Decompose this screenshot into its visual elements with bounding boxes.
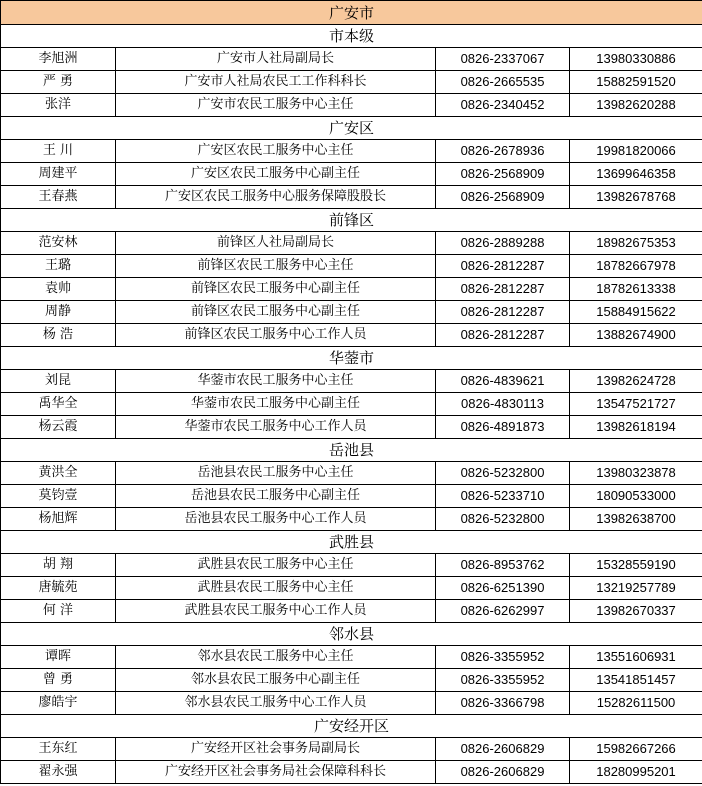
table-row bbox=[1, 370, 702, 393]
table-row bbox=[1, 554, 702, 577]
table-row bbox=[1, 278, 702, 301]
section-name: 岳池县 bbox=[1, 439, 702, 462]
office-phone: 0826-5233710 bbox=[436, 485, 570, 508]
table-row bbox=[1, 232, 702, 255]
office-phone: 0826-4830113 bbox=[436, 393, 570, 416]
section-header-row bbox=[1, 531, 702, 554]
section-header-row bbox=[1, 117, 702, 140]
mobile-phone: 18782613338 bbox=[570, 278, 702, 301]
contact-directory-body bbox=[1, 1, 702, 784]
section-name: 前锋区 bbox=[1, 209, 702, 232]
directory-title: 广安市 bbox=[1, 1, 702, 25]
contact-position: 广安市人社局副局长 bbox=[116, 48, 436, 71]
contact-name: 唐毓苑 bbox=[1, 577, 116, 600]
mobile-phone: 13980323878 bbox=[570, 462, 702, 485]
section-name: 市本级 bbox=[1, 25, 702, 48]
office-phone: 0826-6251390 bbox=[436, 577, 570, 600]
contact-name: 廖皓宇 bbox=[1, 692, 116, 715]
contact-position: 岳池县农民工服务中心工作人员 bbox=[116, 508, 436, 531]
section-header-row bbox=[1, 209, 702, 232]
mobile-phone: 15282611500 bbox=[570, 692, 702, 715]
office-phone: 0826-3355952 bbox=[436, 669, 570, 692]
table-row bbox=[1, 71, 702, 94]
section-name: 邻水县 bbox=[1, 623, 702, 646]
contact-name: 杨旭辉 bbox=[1, 508, 116, 531]
office-phone: 0826-2606829 bbox=[436, 738, 570, 761]
contact-position: 前锋区农民工服务中心副主任 bbox=[116, 301, 436, 324]
contact-name: 杨 浩 bbox=[1, 324, 116, 347]
contact-position: 广安区农民工服务中心副主任 bbox=[116, 163, 436, 186]
table-row bbox=[1, 393, 702, 416]
contact-name: 范安林 bbox=[1, 232, 116, 255]
contact-position: 广安市农民工服务中心主任 bbox=[116, 94, 436, 117]
office-phone: 0826-2665535 bbox=[436, 71, 570, 94]
section-header-row bbox=[1, 439, 702, 462]
office-phone: 0826-2337067 bbox=[436, 48, 570, 71]
mobile-phone: 18090533000 bbox=[570, 485, 702, 508]
mobile-phone: 13699646358 bbox=[570, 163, 702, 186]
table-row bbox=[1, 600, 702, 623]
office-phone: 0826-2568909 bbox=[436, 186, 570, 209]
table-row bbox=[1, 485, 702, 508]
office-phone: 0826-3366798 bbox=[436, 692, 570, 715]
mobile-phone: 13982620288 bbox=[570, 94, 702, 117]
contact-position: 邻水县农民工服务中心副主任 bbox=[116, 669, 436, 692]
mobile-phone: 13982618194 bbox=[570, 416, 702, 439]
contact-name: 杨云霞 bbox=[1, 416, 116, 439]
table-row bbox=[1, 48, 702, 71]
contact-position: 岳池县农民工服务中心主任 bbox=[116, 462, 436, 485]
section-name: 武胜县 bbox=[1, 531, 702, 554]
table-row bbox=[1, 761, 702, 784]
mobile-phone: 13541851457 bbox=[570, 669, 702, 692]
contact-position: 武胜县农民工服务中心主任 bbox=[116, 554, 436, 577]
mobile-phone: 15328559190 bbox=[570, 554, 702, 577]
contact-name: 曾 勇 bbox=[1, 669, 116, 692]
section-header-row bbox=[1, 25, 702, 48]
contact-name: 禹华全 bbox=[1, 393, 116, 416]
contact-name: 王春燕 bbox=[1, 186, 116, 209]
office-phone: 0826-2889288 bbox=[436, 232, 570, 255]
table-row bbox=[1, 301, 702, 324]
table-row bbox=[1, 577, 702, 600]
contact-position: 广安市人社局农民工工作科科长 bbox=[116, 71, 436, 94]
section-header-row bbox=[1, 623, 702, 646]
contact-name: 袁帅 bbox=[1, 278, 116, 301]
mobile-phone: 13980330886 bbox=[570, 48, 702, 71]
contact-position: 广安区农民工服务中心服务保障股股长 bbox=[116, 186, 436, 209]
mobile-phone: 15884915622 bbox=[570, 301, 702, 324]
mobile-phone: 13547521727 bbox=[570, 393, 702, 416]
contact-position: 岳池县农民工服务中心副主任 bbox=[116, 485, 436, 508]
office-phone: 0826-8953762 bbox=[436, 554, 570, 577]
title-row bbox=[1, 1, 702, 25]
contact-position: 广安经开区社会事务局社会保障科科长 bbox=[116, 761, 436, 784]
contact-name: 王东红 bbox=[1, 738, 116, 761]
contact-name: 张洋 bbox=[1, 94, 116, 117]
office-phone: 0826-2568909 bbox=[436, 163, 570, 186]
table-row bbox=[1, 94, 702, 117]
contact-name: 谭晖 bbox=[1, 646, 116, 669]
contact-name: 周静 bbox=[1, 301, 116, 324]
table-row bbox=[1, 416, 702, 439]
contact-name: 王 川 bbox=[1, 140, 116, 163]
table-row bbox=[1, 186, 702, 209]
contact-position: 华蓥市农民工服务中心主任 bbox=[116, 370, 436, 393]
section-header-row bbox=[1, 347, 702, 370]
mobile-phone: 19981820066 bbox=[570, 140, 702, 163]
contact-position: 前锋区农民工服务中心主任 bbox=[116, 255, 436, 278]
table-row bbox=[1, 255, 702, 278]
contact-position: 华蓥市农民工服务中心工作人员 bbox=[116, 416, 436, 439]
table-row bbox=[1, 324, 702, 347]
mobile-phone: 18782667978 bbox=[570, 255, 702, 278]
office-phone: 0826-2678936 bbox=[436, 140, 570, 163]
contact-position: 邻水县农民工服务中心工作人员 bbox=[116, 692, 436, 715]
contact-name: 严 勇 bbox=[1, 71, 116, 94]
contact-name: 周建平 bbox=[1, 163, 116, 186]
section-name: 广安经开区 bbox=[1, 715, 702, 738]
section-header-row bbox=[1, 715, 702, 738]
mobile-phone: 13219257789 bbox=[570, 577, 702, 600]
contact-position: 广安经开区社会事务局副局长 bbox=[116, 738, 436, 761]
section-name: 华蓥市 bbox=[1, 347, 702, 370]
contact-position: 广安区农民工服务中心主任 bbox=[116, 140, 436, 163]
contact-name: 李旭洲 bbox=[1, 48, 116, 71]
mobile-phone: 13982678768 bbox=[570, 186, 702, 209]
office-phone: 0826-2812287 bbox=[436, 278, 570, 301]
table-row bbox=[1, 140, 702, 163]
table-row bbox=[1, 738, 702, 761]
contact-position: 华蓥市农民工服务中心副主任 bbox=[116, 393, 436, 416]
table-row bbox=[1, 669, 702, 692]
office-phone: 0826-2812287 bbox=[436, 324, 570, 347]
mobile-phone: 18280995201 bbox=[570, 761, 702, 784]
mobile-phone: 13882674900 bbox=[570, 324, 702, 347]
contact-name: 莫钧壹 bbox=[1, 485, 116, 508]
mobile-phone: 13982670337 bbox=[570, 600, 702, 623]
contact-position: 前锋区农民工服务中心副主任 bbox=[116, 278, 436, 301]
office-phone: 0826-4891873 bbox=[436, 416, 570, 439]
table-row bbox=[1, 462, 702, 485]
contact-name: 何 洋 bbox=[1, 600, 116, 623]
office-phone: 0826-5232800 bbox=[436, 462, 570, 485]
contact-name: 黄洪全 bbox=[1, 462, 116, 485]
table-row bbox=[1, 508, 702, 531]
contact-name: 刘昆 bbox=[1, 370, 116, 393]
section-name: 广安区 bbox=[1, 117, 702, 140]
office-phone: 0826-2606829 bbox=[436, 761, 570, 784]
contact-position: 邻水县农民工服务中心主任 bbox=[116, 646, 436, 669]
office-phone: 0826-5232800 bbox=[436, 508, 570, 531]
contact-position: 前锋区农民工服务中心工作人员 bbox=[116, 324, 436, 347]
contact-name: 王璐 bbox=[1, 255, 116, 278]
contact-position: 武胜县农民工服务中心主任 bbox=[116, 577, 436, 600]
contact-position: 前锋区人社局副局长 bbox=[116, 232, 436, 255]
contact-name: 翟永强 bbox=[1, 761, 116, 784]
office-phone: 0826-2812287 bbox=[436, 255, 570, 278]
table-row bbox=[1, 692, 702, 715]
mobile-phone: 18982675353 bbox=[570, 232, 702, 255]
table-row bbox=[1, 163, 702, 186]
office-phone: 0826-2812287 bbox=[436, 301, 570, 324]
office-phone: 0826-4839621 bbox=[436, 370, 570, 393]
mobile-phone: 13982638700 bbox=[570, 508, 702, 531]
contact-position: 武胜县农民工服务中心工作人员 bbox=[116, 600, 436, 623]
mobile-phone: 15882591520 bbox=[570, 71, 702, 94]
office-phone: 0826-6262997 bbox=[436, 600, 570, 623]
mobile-phone: 13982624728 bbox=[570, 370, 702, 393]
contact-name: 胡 翔 bbox=[1, 554, 116, 577]
office-phone: 0826-3355952 bbox=[436, 646, 570, 669]
mobile-phone: 13551606931 bbox=[570, 646, 702, 669]
office-phone: 0826-2340452 bbox=[436, 94, 570, 117]
mobile-phone: 15982667266 bbox=[570, 738, 702, 761]
table-row bbox=[1, 646, 702, 669]
